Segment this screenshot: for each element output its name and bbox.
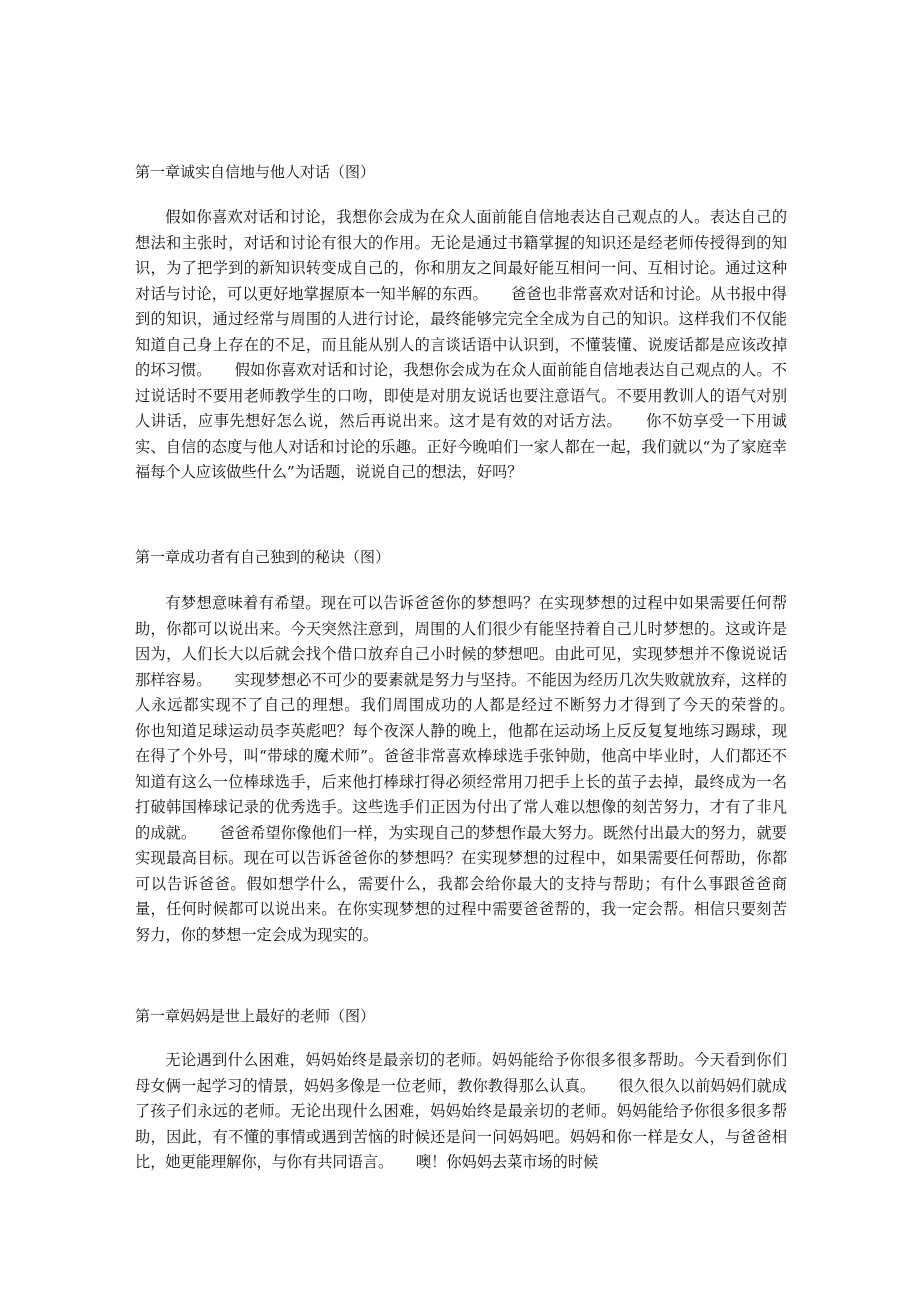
section-title-mother-teacher: 第一章妈妈是世上最好的老师（图） (135, 1007, 376, 1025)
section-title-honest-dialogue: 第一章诚实自信地与他人对话（图） (135, 163, 376, 181)
section-body-success-secret: 有梦想意味着有希望。现在可以告诉爸爸你的梦想吗？在实现梦想的过程中如果需要任何帮助，你都可以说出来。今天突然注意到，周围的人们很少有能坚持着自己儿时梦想的。这或许是因为，人们长大以后就会找个借口放弃自己小时候的梦想吧。由此可见，实现梦想并不像说说话那样容易。 实现梦想必不可少的要素就是努力与坚持。不能因为经历几次失败就放弃，这样的人永远都实现不了自己的理想。我们周围成功的人都是经过不断努力才得到了今天的荣誉的。 你也知道足球运动员李英彪吧？每个夜深人静的晚上，他都在运动场上反反复复地练习踢球，现在得了个外号，叫“带球的魔术师”。爸爸非常喜欢棒球选手张钟勋，他高中毕业时，人们都还不知道有这么一位棒球选手，后来他打棒球打得必须经常用刀把手上长的茧子去掉，最终成为一名打破韩国棒球记录的优秀选手。这些选手们正因为付出了常人难以想像的刻苦努力，才有了非凡的成就。 爸爸希望你像他们一样，为实现自己的梦想作最大努力。既然付出最大的努力，就要实现最高目标。现在可以告诉爸爸你的梦想吗？在实现梦想的过程中，如果需要任何帮助，你都可以告诉爸爸。假如想学什么，需要什么，我都会给你最大的支持与帮助；有什么事跟爸爸商量，任何时候都可以说出来。在你实现梦想的过程中需要爸爸帮的，我一定会帮。相信只要刻苦努力，你的梦想一定会成为现实的。 (135, 594, 818, 944)
section-title-success-secret: 第一章成功者有自己独到的秘诀（图） (135, 548, 391, 566)
section-body-mother-teacher: 无论遇到什么困难，妈妈始终是最亲切的老师。妈妈能给予你很多很多帮助。今天看到你们母女俩一起学习的情景，妈妈多像是一位老师，教你教得那么认真。 很久很久以前妈妈们就成了孩子们永远的老师。无论出现什么困难，妈妈始终是最亲切的老师。妈妈能给予你很多很多帮助，因此，有不懂的事情或遇到苦恼的时候还是问一问妈妈吧。妈妈和你一样是女人，与爸爸相比，她更能理解你，与你有共同语言。 噢！你妈妈去菜市场的时候 (135, 1051, 787, 1171)
section-body-honest-dialogue: 假如你喜欢对话和讨论，我想你会成为在众人面前能自信地表达自己观点的人。表达自己的想法和主张时，对话和讨论有很大的作用。无论是通过书籍掌握的知识还是经老师传授得到的知识，为了把学到的新知识转变成自己的，你和朋友之间最好能互相问一问、互相讨论。通过这种对话与讨论，可以更好地掌握原本一知半解的东西。 爸爸也非常喜欢对话和讨论。从书报中得到的知识，通过经常与周围的人进行讨论，最终能够完完全全成为自己的知识。这样我们不仅能知道自己身上存在的不足，而且能从别人的言谈话语中认识到，不懂装懂、说废话都是应该改掉的坏习惯。 假如你喜欢对话和讨论，我想你会成为在众人面前能自信地表达自己观点的人。不过说话时不要用老师教学生的口吻，即使是对朋友说话也要注意语气。不要用教训人的语气对别人讲话，应事先想好怎么说，然后再说出来。这才是有效的对话方法。 你不妨享受一下用诚实、自信的态度与他人对话和讨论的乐趣。正好今晚咱们一家人都在一起，我们就以“为了家庭幸福每个人应该做些什么”为话题，说说自己的想法，好吗？ (135, 208, 787, 481)
